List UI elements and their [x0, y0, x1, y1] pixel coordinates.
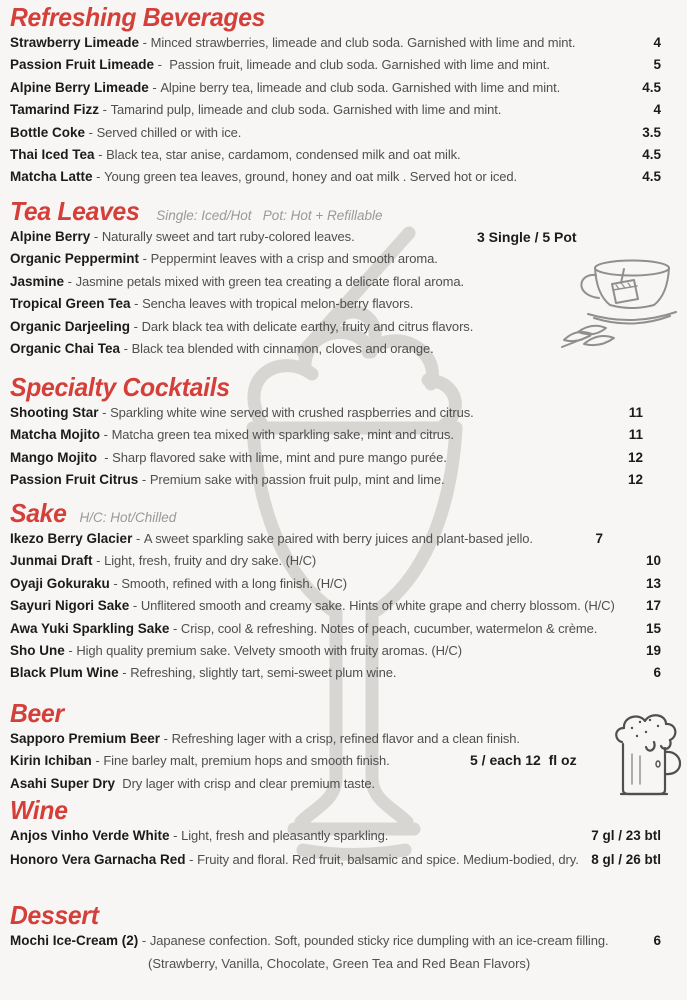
item-description: Unflitered smooth and creamy sake. Hints of white grape and cherry blossom. (H/C) — [140, 598, 615, 614]
item-name: Alpine Berry — [10, 229, 91, 244]
item-description: Sencha leaves with tropical melon-berry flavors. — [142, 296, 414, 312]
item-text — [10, 730, 520, 748]
item-name: Strawberry Limeade — [10, 35, 140, 50]
item-price: 6 — [653, 665, 661, 681]
item-name: Organic Darjeeling — [10, 318, 131, 334]
item-price: 13 — [645, 575, 661, 591]
section-header — [10, 498, 661, 528]
item-text — [10, 146, 461, 164]
menu-item-row — [10, 250, 661, 272]
menu-item-row — [10, 426, 661, 448]
item-text — [10, 318, 473, 336]
section-title: Beer — [10, 698, 64, 728]
item-text — [10, 426, 454, 444]
section-header — [10, 900, 661, 930]
item-description: Light, fresh, fruity and dry sake. (H/C) — [104, 553, 317, 569]
item-name: Black Plum Wine — [10, 665, 119, 681]
item-text — [10, 449, 447, 467]
item-price: 6 — [653, 933, 661, 948]
section-title: Wine — [10, 795, 68, 825]
menu-item-row — [10, 101, 661, 123]
item-price: 5 — [653, 57, 661, 73]
item-separator: - — [139, 251, 151, 267]
item-description: Minced strawberries, limeade and club soda. Garnished with lime and mint. — [150, 35, 576, 50]
item-text — [10, 273, 464, 291]
item-text — [10, 752, 390, 770]
section-subtitle: H/C: Hot/Chilled — [79, 510, 177, 525]
item-description: Fine barley malt, premium hops and smooth finish. — [103, 753, 390, 769]
item-price: 11 — [628, 405, 643, 420]
menu-item-row — [10, 597, 661, 619]
menu-item-row — [10, 552, 661, 574]
item-name: Organic Peppermint — [10, 251, 140, 267]
section-beer — [0, 698, 687, 797]
item-description: Peppermint leaves with a crisp and smooth aroma. — [150, 251, 438, 267]
item-name: Mochi Ice-Cream (2) — [10, 933, 139, 948]
item-name: Sapporo Premium Beer — [10, 731, 161, 746]
item-description: Served chilled or with ice. — [96, 124, 242, 140]
menu-item-row — [10, 34, 661, 56]
menu-item-row — [10, 530, 661, 552]
item-separator: - — [130, 296, 143, 312]
menu-item-row — [10, 79, 661, 101]
section-dessert — [0, 900, 687, 977]
menu-item-row — [10, 449, 661, 471]
item-name: Matcha Mojito — [10, 427, 100, 443]
section-header — [10, 795, 661, 825]
item-separator: - — [118, 665, 131, 681]
item-name: Tropical Green Tea — [10, 296, 131, 312]
item-description: Refreshing, slightly tart, semi-sweet plum wine. — [130, 665, 397, 681]
item-text — [10, 932, 608, 950]
item-text — [10, 295, 413, 313]
item-name: Ikezo Berry Glacier — [10, 531, 133, 546]
menu-item-row — [10, 620, 661, 642]
menu-item-row — [10, 124, 661, 146]
item-name: Sho Une — [10, 642, 65, 658]
item-separator: - — [185, 852, 198, 867]
menu-item-row — [10, 404, 661, 426]
item-text — [10, 101, 501, 119]
item-text — [10, 620, 597, 638]
section-title: Dessert — [10, 900, 99, 930]
menu-item-row — [10, 851, 661, 875]
item-name: Sayuri Nigori Sake — [10, 598, 130, 614]
item-name: Passion Fruit Limeade — [10, 57, 155, 73]
item-text — [10, 124, 241, 142]
item-text — [10, 597, 615, 615]
item-description: Fruity and floral. Red fruit, balsamic and spice. Medium-bodied, dry. — [197, 852, 579, 867]
section-header — [10, 698, 661, 728]
item-text — [10, 168, 517, 186]
item-separator: - — [100, 427, 112, 443]
item-text — [10, 775, 375, 793]
menu-item-row — [10, 575, 661, 597]
item-description: Matcha green tea mixed with sparkling sake, mint and citrus. — [111, 427, 454, 443]
item-name: Matcha Latte — [10, 169, 93, 185]
section-refreshing — [0, 2, 687, 191]
item-text — [10, 340, 434, 358]
item-separator: - — [139, 35, 151, 50]
item-text — [10, 56, 550, 74]
item-description: Sharp flavored sake with lime, mint and pure mango purée. — [112, 449, 447, 465]
item-name: Thai Iced Tea — [10, 146, 95, 162]
item-description: Smooth, refined with a long finish. (H/C) — [121, 575, 348, 591]
item-separator: - — [90, 229, 102, 244]
item-price: 3.5 — [642, 124, 661, 140]
item-description: Japanese confection. Soft, pounded sticky rice dumpling with an ice-cream filling. — [149, 933, 609, 948]
menu-item-row — [10, 340, 661, 362]
item-separator: - — [96, 449, 113, 465]
item-price: 8 gl / 26 btl — [591, 852, 661, 867]
item-description: Naturally sweet and tart ruby-colored leaves. — [101, 229, 355, 244]
item-price: 4.5 — [642, 79, 661, 95]
item-separator: - — [160, 731, 172, 746]
menu-item-row — [10, 295, 661, 317]
item-separator: - — [129, 598, 141, 614]
item-description: Refreshing lager with a crisp, refined flavor and a clean finish. — [171, 731, 520, 746]
item-separator: - — [120, 340, 132, 356]
item-text — [10, 827, 388, 845]
item-separator: - — [92, 169, 105, 185]
menu-item-row — [10, 168, 661, 190]
item-separator: - — [94, 146, 107, 162]
menu-item-row — [10, 471, 661, 493]
item-separator: - — [148, 79, 161, 95]
item-separator: - — [109, 575, 122, 591]
item-separator: - — [98, 405, 111, 420]
item-description: Crisp, cool & refreshing. Notes of peach, cucumber, watermelon & crème. — [180, 620, 598, 636]
item-text — [10, 404, 474, 422]
item-separator: - — [92, 553, 105, 569]
item-separator: - — [64, 273, 76, 289]
section-price-note: 5 / each 12 fl oz — [470, 752, 577, 768]
item-price: 11 — [628, 427, 643, 443]
section-header — [10, 2, 661, 32]
item-separator: - — [130, 318, 142, 334]
item-name: Bottle Coke — [10, 124, 86, 140]
item-name: Jasmine — [10, 273, 65, 289]
item-price: 7 — [595, 531, 603, 546]
item-name: Alpine Berry Limeade — [10, 79, 149, 95]
item-description: Black tea blended with cinnamon, cloves and orange. — [131, 340, 434, 356]
item-name: Passion Fruit Citrus — [10, 472, 139, 488]
item-name: Organic Chai Tea — [10, 340, 121, 356]
item-text — [10, 471, 445, 489]
menu-item-row — [10, 775, 661, 797]
section-tea — [0, 196, 687, 362]
menu-item-row — [10, 146, 661, 168]
item-description: Light, fresh and pleasantly sparkling. — [181, 828, 389, 843]
item-text — [10, 851, 579, 869]
item-separator: - — [132, 531, 144, 546]
item-price: 10 — [645, 553, 661, 569]
item-name: Asahi Super Dry — [10, 775, 116, 791]
section-header — [10, 196, 661, 226]
item-text — [10, 228, 355, 246]
item-price: 4 — [653, 35, 661, 50]
item-separator: - — [154, 57, 170, 73]
item-description: Tamarind pulp, limeade and club soda. Garnished with lime and mint. — [110, 102, 502, 118]
menu-item-row — [10, 730, 661, 752]
menu-item-row — [10, 642, 661, 664]
item-description: Black tea, star anise, cardamom, condensed milk and oat milk. — [106, 146, 461, 162]
item-name: Anjos Vinho Verde White — [10, 828, 170, 843]
item-text — [10, 34, 575, 52]
item-separator: - — [99, 102, 111, 118]
item-text — [10, 575, 347, 593]
item-price: 4.5 — [642, 169, 661, 185]
item-description: A sweet sparkling sake paired with berry juices and plant-based jello. — [143, 531, 533, 546]
section-title: Specialty Cocktails — [10, 372, 230, 402]
item-separator: - — [85, 124, 97, 140]
item-description: Sparkling white wine served with crushed raspberries and citrus. — [110, 405, 474, 420]
item-name: Awa Yuki Sparkling Sake — [10, 620, 170, 636]
item-name: Honoro Vera Garnacha Red — [10, 852, 186, 867]
section-subtitle: Single: Iced/Hot Pot: Hot + Refillable — [156, 208, 383, 223]
item-name: Oyaji Gokuraku — [10, 575, 110, 591]
item-description: Young green tea leaves, ground, honey and oat milk . Served hot or iced. — [104, 169, 518, 185]
item-description: Passion fruit, limeade and club soda. Garnished with lime and mint. — [169, 57, 550, 73]
item-description: Dark black tea with delicate earthy, fruity and citrus flavors. — [141, 318, 474, 334]
item-text — [10, 79, 560, 97]
item-separator: - — [91, 753, 104, 769]
item-separator: - — [169, 620, 181, 636]
item-text — [10, 250, 438, 268]
item-text — [10, 530, 533, 548]
item-price: 4 — [653, 102, 661, 118]
section-cocktails — [0, 372, 687, 494]
item-price: 7 gl / 23 btl — [591, 828, 661, 843]
menu-item-row — [10, 318, 661, 340]
item-description-line2: (Strawberry, Vanilla, Chocolate, Green Tea and Red Bean Flavors) — [148, 956, 531, 972]
item-price: 4.5 — [642, 146, 661, 162]
item-price: 12 — [627, 449, 643, 465]
item-text — [10, 664, 396, 682]
menu-item-row — [10, 664, 661, 686]
item-separator: - — [64, 642, 77, 658]
item-name: Mango Mojito — [10, 449, 97, 465]
item-description: Dry lager with crisp and clear premium taste. — [122, 775, 375, 791]
item-description: Premium sake with passion fruit pulp, mint and lime. — [149, 472, 445, 488]
section-price-note: 3 Single / 5 Pot — [477, 229, 577, 245]
section-title: Tea Leaves — [10, 196, 140, 226]
item-text — [10, 552, 316, 570]
item-price: 17 — [645, 598, 661, 614]
item-name: Kirin Ichiban — [10, 753, 92, 769]
menu-item-row — [10, 273, 661, 295]
menu-item-row — [10, 827, 661, 851]
menu-item-row — [10, 932, 661, 954]
section-header — [10, 372, 661, 402]
item-price: 15 — [645, 620, 661, 636]
item-separator: - — [138, 472, 150, 488]
section-sake — [0, 498, 687, 687]
section-title: Refreshing Beverages — [10, 2, 266, 32]
item-text — [10, 642, 462, 660]
item-description: Alpine berry tea, limeade and club soda. Garnished with lime and mint. — [160, 79, 561, 95]
item-separator: - — [169, 828, 182, 843]
item-name: Tamarind Fizz — [10, 102, 100, 118]
item-price: 12 — [627, 472, 643, 488]
item-description: High quality premium sake. Velvety smooth with fruity aromas. (H/C) — [76, 642, 462, 658]
menu-item-row — [10, 56, 661, 78]
item-name: Junmai Draft — [10, 553, 93, 569]
item-name: Shooting Star — [10, 405, 99, 420]
section-title: Sake — [10, 498, 67, 528]
item-price: 19 — [645, 642, 661, 658]
item-description: Jasmine petals mixed with green tea creating a delicate floral aroma. — [75, 273, 464, 289]
section-wine — [0, 795, 687, 875]
item-separator: - — [138, 933, 150, 948]
